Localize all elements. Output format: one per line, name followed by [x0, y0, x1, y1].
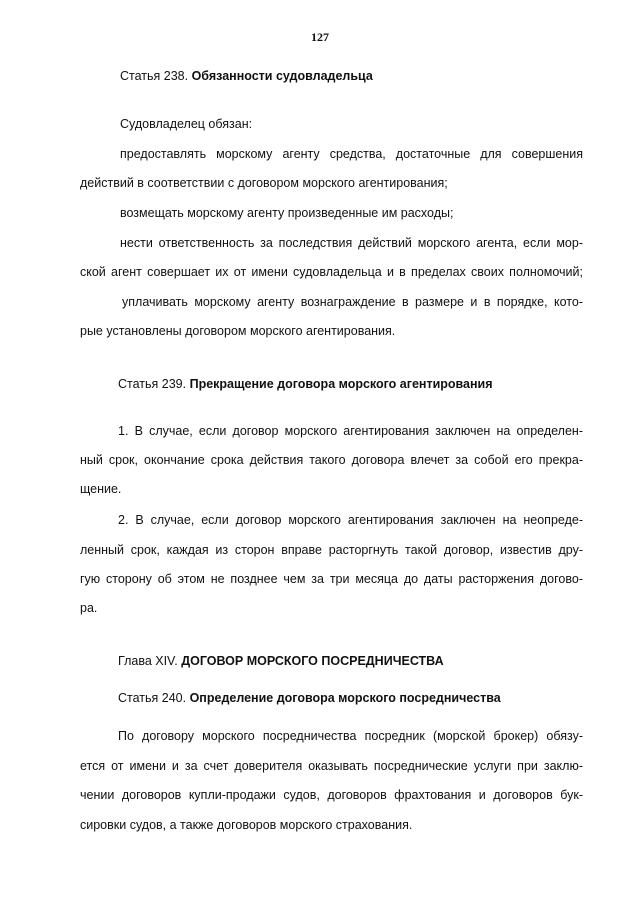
paragraph-line: 2. В случае, если договор морского агентирования заключен на неопреде-	[118, 513, 583, 527]
paragraph-line: ленный срок, каждая из сторон вправе расторгнуть такой договор, известив дру-	[80, 543, 583, 557]
paragraph-line: сировки судов, а также договоров морского страхования.	[80, 818, 413, 832]
paragraph-line: ный срок, окончание срока действия такого договора влечет за собой его прекра-	[80, 453, 583, 467]
chapter-14-title: ДОГОВОР МОРСКОГО ПОСРЕДНИЧЕСТВА	[181, 654, 444, 668]
chapter-14-heading	[118, 653, 444, 669]
article-240-label: Статья 240.	[118, 691, 190, 705]
article-238-title: Обязанности судовладельца	[191, 69, 373, 83]
article-238-label: Статья 238.	[120, 69, 192, 83]
article-238-intro: Судовладелец обязан:	[120, 117, 253, 131]
paragraph-line: гую сторону об этом не позднее чем за три месяца до даты расторжения догово-	[80, 572, 583, 586]
chapter-14-label: Глава XIV.	[118, 654, 182, 668]
paragraph-line: предоставлять морскому агенту средства, достаточные для совершения	[120, 147, 583, 161]
paragraph-line: ется от имени и за счет доверителя оказывать посреднические услуги при заклю-	[80, 759, 583, 773]
paragraph-line: действий в соответствии с договором морского агентирования;	[80, 176, 448, 190]
article-238-heading	[120, 68, 373, 84]
article-239-heading	[118, 376, 493, 392]
paragraph-line: нести ответственность за последствия действий морского агента, если мор-	[120, 236, 583, 250]
article-240-title: Определение договора морского посредничества	[189, 691, 501, 705]
paragraph-line: уплачивать морскому агенту вознаграждение в размере и в порядке, кото-	[122, 295, 583, 309]
article-240-heading	[118, 690, 501, 706]
paragraph-line: рые установлены договором морского агентирования.	[80, 324, 396, 338]
paragraph-line: ской агент совершает их от имени судовладельца и в пределах своих полномочий;	[80, 265, 583, 279]
article-239-label: Статья 239.	[118, 377, 190, 391]
paragraph-line: возмещать морскому агенту произведенные им расходы;	[120, 206, 454, 220]
paragraph-line: ра.	[80, 601, 98, 615]
paragraph-line: По договору морского посредничества посредник (морской брокер) обязу-	[118, 729, 583, 743]
paragraph-line: чении договоров купли-продажи судов, договоров фрахтования и договоров бук-	[80, 788, 583, 802]
paragraph-line: 1. В случае, если договор морского агентирования заключен на определен-	[118, 424, 583, 438]
article-239-title: Прекращение договора морского агентирования	[189, 377, 493, 391]
page-number: 127	[311, 30, 329, 44]
paragraph-line: щение.	[80, 482, 122, 496]
